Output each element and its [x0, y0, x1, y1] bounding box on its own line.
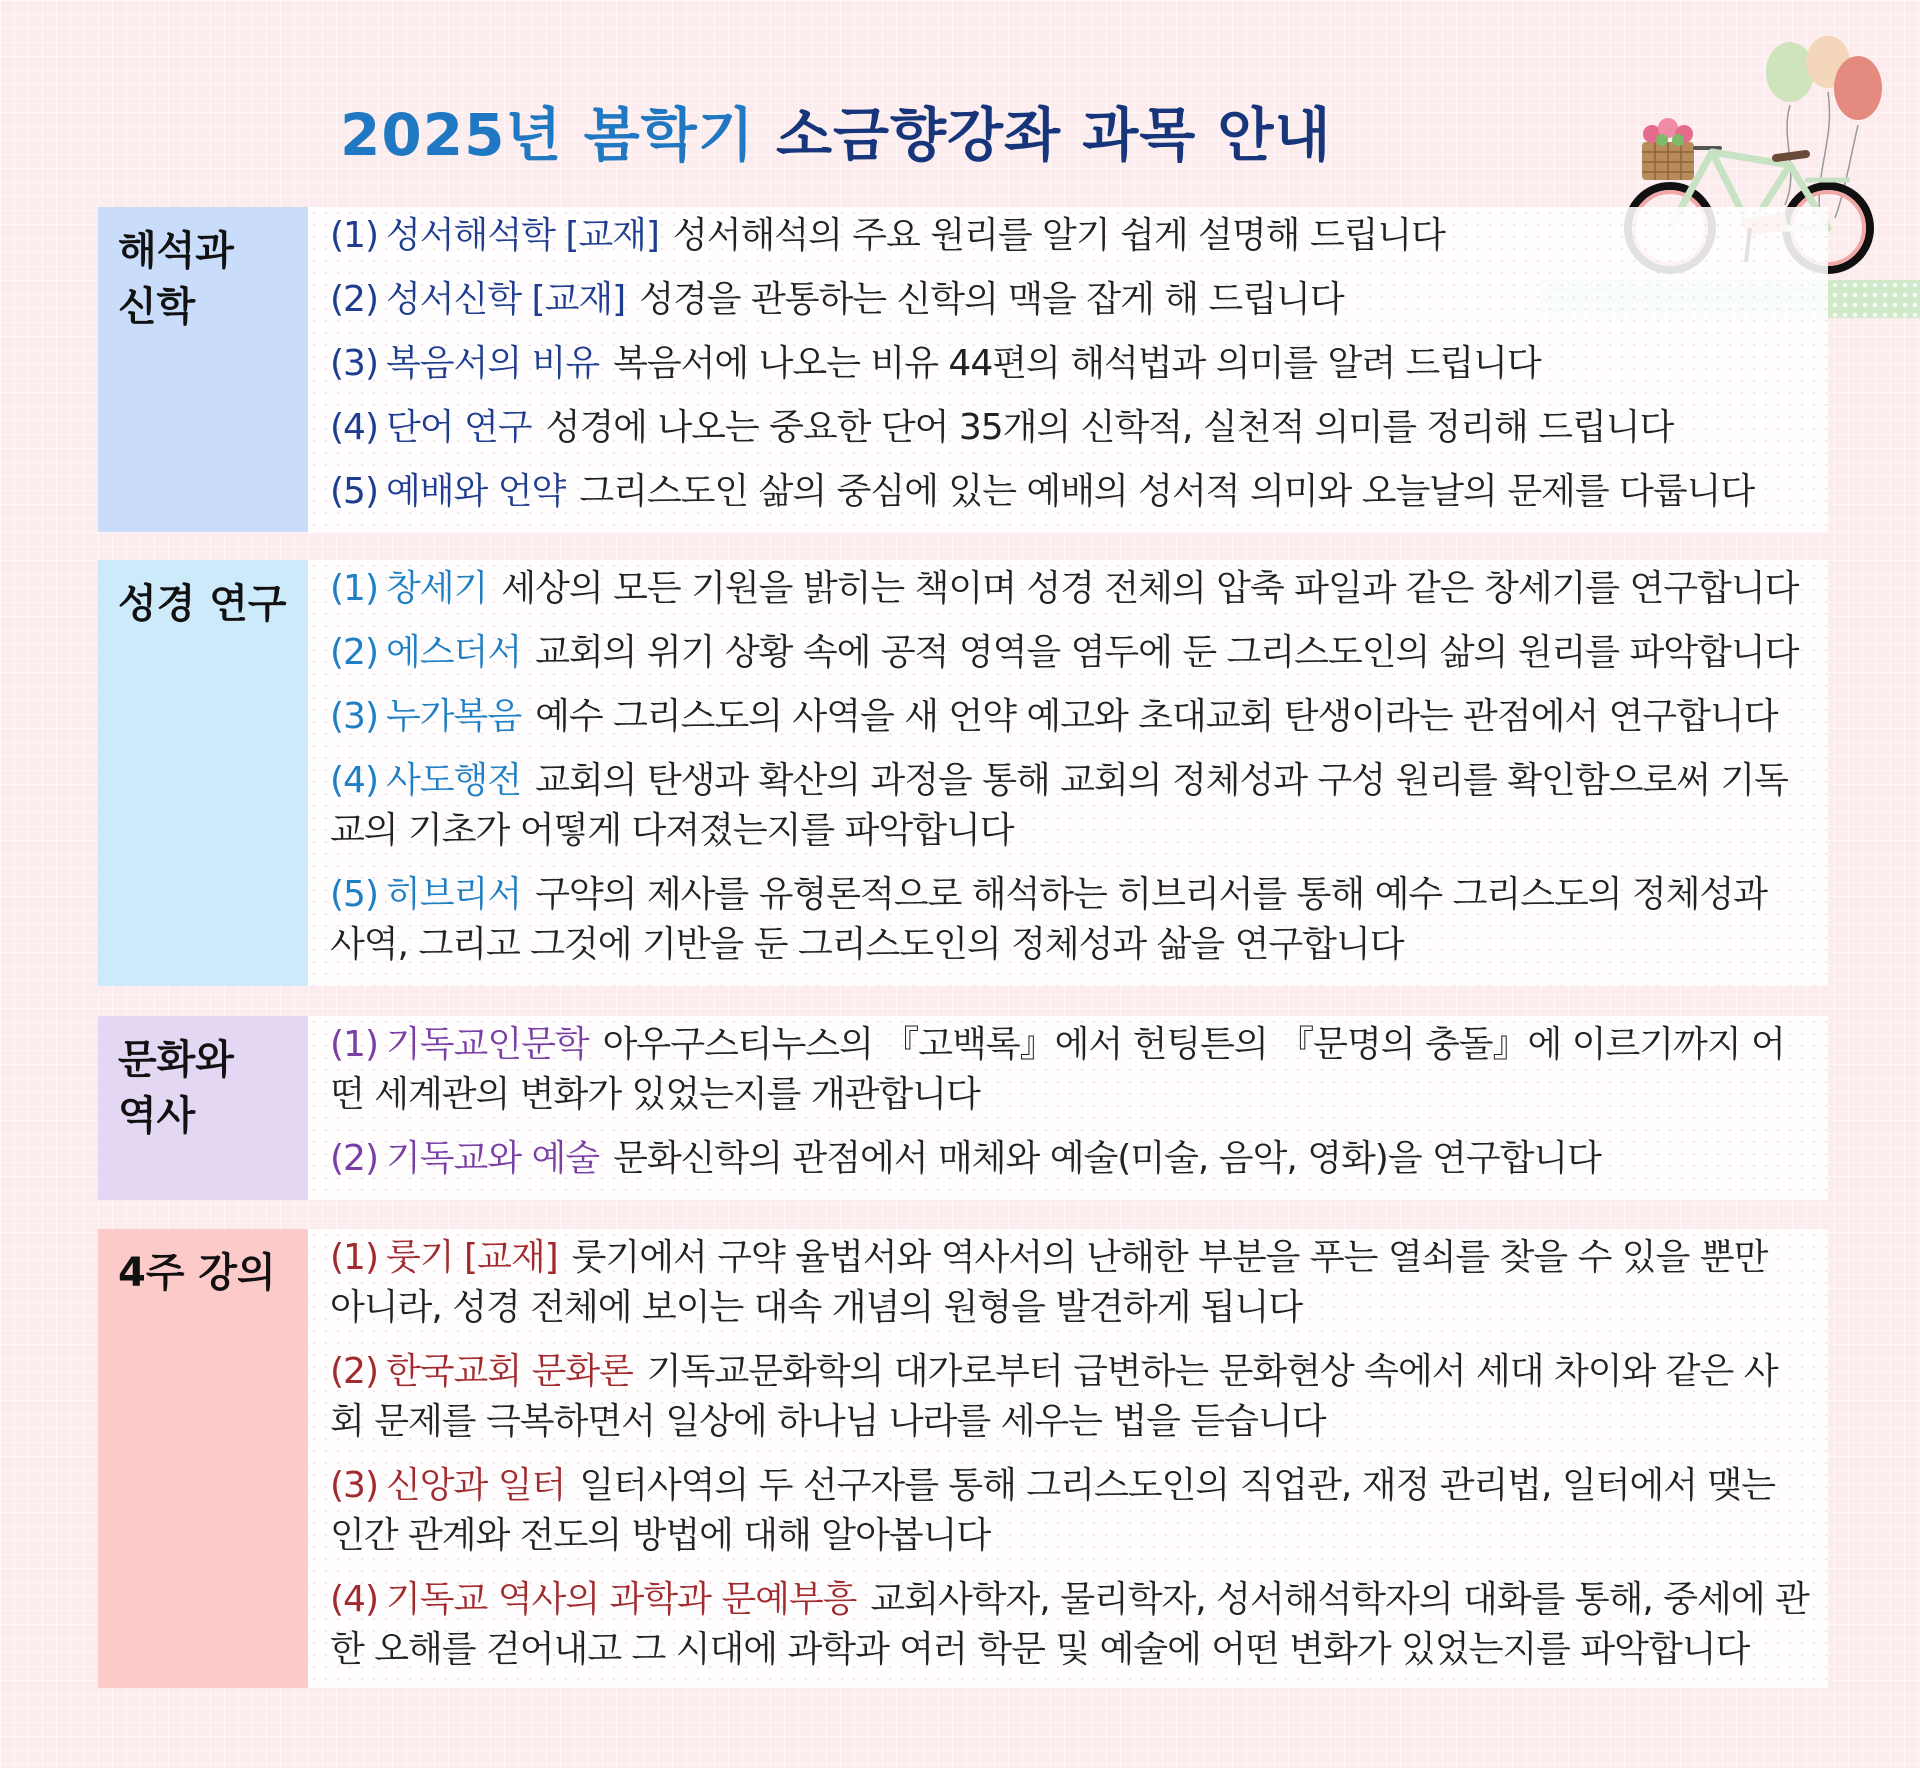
- course-name: 누가복음: [386, 696, 522, 737]
- course-name: 사도행전: [386, 760, 522, 801]
- course-description: 예수 그리스도의 사역을 새 언약 예고와 초대교회 탄생이라는 관점에서 연구합니다: [535, 696, 1778, 737]
- page-title: [340, 88, 1332, 172]
- course-description: 교회의 위기 상황 속에 공적 영역을 염두에 둔 그리스도인의 삶의 원리를 파악합니다: [535, 632, 1799, 673]
- course-number: (3): [330, 343, 378, 384]
- course-name: 예배와 언약: [386, 471, 566, 512]
- course-description: 세상의 모든 기원을 밝히는 책이며 성경 전체의 압축 파일과 같은 창세기를 연구합니다: [501, 568, 1799, 609]
- section-bible-study: [98, 560, 1828, 986]
- page-title-main: 소금향강좌 과목 안내: [775, 101, 1332, 169]
- course-number: (4): [330, 407, 378, 448]
- course-name: 복음서의 비유: [386, 343, 600, 384]
- course-item: [330, 467, 1810, 517]
- course-list: [308, 1229, 1828, 1688]
- course-number: (4): [330, 760, 378, 801]
- course-item: [330, 275, 1810, 325]
- course-list: [308, 560, 1828, 986]
- page-title-semester: 2025년 봄학기: [340, 101, 755, 169]
- course-name: 한국교회 문화론: [386, 1351, 633, 1392]
- course-item: [330, 403, 1810, 453]
- course-name: 단어 연구: [386, 407, 532, 448]
- course-name: 기독교인문학: [386, 1024, 589, 1065]
- course-name: 성서해석학 [교재]: [386, 215, 659, 256]
- course-number: (2): [330, 1351, 378, 1392]
- category-label: 4주 강의: [98, 1229, 308, 1688]
- course-item: [330, 1233, 1810, 1333]
- course-number: (5): [330, 471, 378, 512]
- category-label: 문화와 역사: [98, 1016, 308, 1200]
- course-number: (1): [330, 568, 378, 609]
- course-number: (3): [330, 696, 378, 737]
- course-list: [308, 207, 1828, 532]
- course-number: (1): [330, 1237, 378, 1278]
- course-number: (2): [330, 632, 378, 673]
- course-item: [330, 756, 1810, 856]
- course-item: [330, 1575, 1810, 1675]
- course-item: [330, 692, 1810, 742]
- course-number: (1): [330, 1024, 378, 1065]
- course-item: [330, 1134, 1810, 1184]
- course-number: (3): [330, 1465, 378, 1506]
- course-item: [330, 211, 1810, 261]
- course-item: [330, 1347, 1810, 1447]
- course-description: 교회사학자, 물리학자, 성서해석학자의 대화를 통해, 중세에 관한 오해를 걷어내고 그 시대에 과학과 여러 학문 및 예술에 어떤 변화가 있었는지를 파악합니다: [330, 1579, 1809, 1670]
- course-name: 신앙과 일터: [386, 1465, 566, 1506]
- course-name: 성서신학 [교재]: [386, 279, 626, 320]
- course-name: 히브리서: [386, 874, 522, 915]
- course-description: 일터사역의 두 선구자를 통해 그리스도인의 직업관, 재정 관리법, 일터에서 맺는 인간 관계와 전도의 방법에 대해 알아봅니다: [330, 1465, 1776, 1556]
- course-description: 성서해석의 주요 원리를 알기 쉽게 설명해 드립니다: [672, 215, 1445, 256]
- category-label: 해석과 신학: [98, 207, 308, 532]
- course-description: 그리스도인 삶의 중심에 있는 예배의 성서적 의미와 오늘날의 문제를 다룹니다: [579, 471, 1755, 512]
- course-number: (2): [330, 279, 378, 320]
- section-four-week-lectures: [98, 1229, 1828, 1688]
- course-description: 기독교문화학의 대가로부터 급변하는 문화현상 속에서 세대 차이와 같은 사회 문제를 극복하면서 일상에 하나님 나라를 세우는 법을 듣습니다: [330, 1351, 1778, 1442]
- course-description: 아우구스티누스의 『고백록』에서 헌팅튼의 『문명의 충돌』에 이르기까지 어떤 세계관의 변화가 있었는지를 개관합니다: [330, 1024, 1785, 1115]
- course-description: 문화신학의 관점에서 매체와 예술(미술, 음악, 영화)을 연구합니다: [613, 1138, 1601, 1179]
- course-description: 성경을 관통하는 신학의 맥을 잡게 해 드립니다: [639, 279, 1344, 320]
- category-label: 성경 연구: [98, 560, 308, 986]
- course-description: 복음서에 나오는 비유 44편의 해석법과 의미를 알려 드립니다: [613, 343, 1541, 384]
- course-item: [330, 1020, 1810, 1120]
- course-number: (2): [330, 1138, 378, 1179]
- course-item: [330, 1461, 1810, 1561]
- course-name: 창세기: [386, 568, 488, 609]
- course-list: [308, 1016, 1828, 1200]
- course-description: 성경에 나오는 중요한 단어 35개의 신학적, 실천적 의미를 정리해 드립니다: [545, 407, 1674, 448]
- course-description: 구약의 제사를 유형론적으로 해석하는 히브리서를 통해 예수 그리스도의 정체성과 사역, 그리고 그것에 기반을 둔 그리스도인의 정체성과 삶을 연구합니다: [330, 874, 1768, 965]
- course-description: 룻기에서 구약 율법서와 역사서의 난해한 부분을 푸는 열쇠를 찾을 수 있을 뿐만 아니라, 성경 전체에 보이는 대속 개념의 원형을 발견하게 됩니다: [330, 1237, 1768, 1328]
- course-number: (1): [330, 215, 378, 256]
- course-name: 룻기 [교재]: [386, 1237, 558, 1278]
- course-name: 기독교와 예술: [386, 1138, 600, 1179]
- course-item: [330, 339, 1810, 389]
- section-interpretation-theology: [98, 207, 1828, 532]
- course-name: 기독교 역사의 과학과 문예부흥: [386, 1579, 857, 1620]
- course-number: (4): [330, 1579, 378, 1620]
- course-item: [330, 628, 1810, 678]
- course-name: 에스더서: [386, 632, 522, 673]
- course-item: [330, 870, 1810, 970]
- section-culture-history: [98, 1016, 1828, 1200]
- course-description: 교회의 탄생과 확산의 과정을 통해 교회의 정체성과 구성 원리를 확인함으로써 기독교의 기초가 어떻게 다져졌는지를 파악합니다: [330, 760, 1788, 851]
- course-number: (5): [330, 874, 378, 915]
- course-item: [330, 564, 1810, 614]
